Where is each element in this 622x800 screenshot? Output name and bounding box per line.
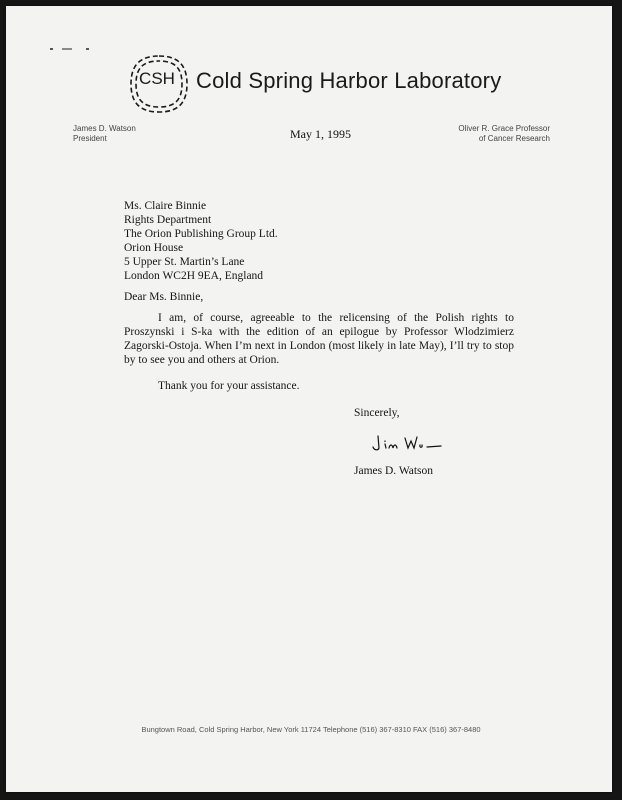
sender-name: James D. Watson [73,124,136,133]
salutation: Dear Ms. Binnie, [124,291,204,303]
organization-name: Cold Spring Harbor Laboratory [196,68,502,93]
professorship-line-2: of Cancer Research [478,134,550,143]
letter-date: May 1, 1995 [290,127,351,141]
address-line: Rights Department [124,214,212,226]
logo-text: CSH [139,69,175,88]
recipient-address [124,199,278,283]
address-line: Orion House [124,242,184,254]
address-line: The Orion Publishing Group Ltd. [124,228,278,240]
sender-header [73,124,136,144]
thanks-line: Thank you for your assistance. [158,380,300,392]
professorship-header [458,124,550,144]
handwritten-signature [372,432,442,454]
address-line: London WC2H 9EA, England [124,270,264,282]
sender-title: President [73,134,107,143]
signer-name: James D. Watson [354,465,434,477]
letter-page [6,6,612,792]
address-line: 5 Upper St. Martin’s Lane [124,256,245,268]
closing: Sincerely, [354,407,400,419]
body-paragraph: I am, of course, agreeable to the relicensing of the Polish rights to Proszynski i S-ka with the edition of an epilogue by Professor Wlodzimierz Zagorski-Ostoja. When I’m next in London (most likely in late May), I’ll try to stop by to see you and others at Orion. [124,312,514,366]
address-line: Ms. Claire Binnie [124,200,207,212]
letterhead-footer: Bungtown Road, Cold Spring Harbor, New York 11724 Telephone (516) 367-8310 FAX (516) 367-8480 [141,725,481,734]
professorship-line-1: Oliver R. Grace Professor [458,124,550,133]
pen-mark [50,46,94,52]
